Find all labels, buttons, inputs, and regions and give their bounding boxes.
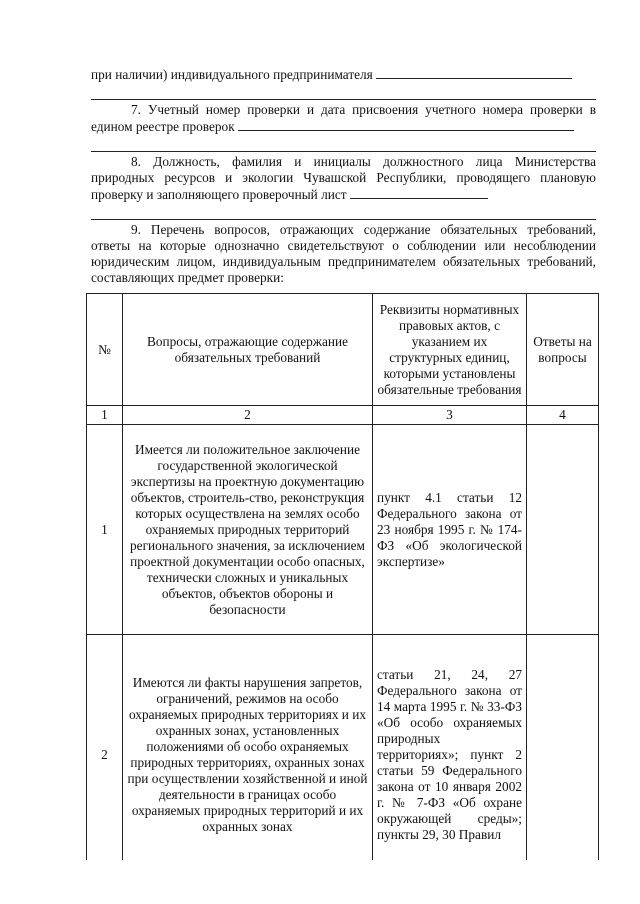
page-bottom-margin <box>0 860 640 904</box>
item-9-text: 9. Перечень вопросов, отражающих содержание обязательных требований, ответы на которые однозначно свидетельствуют о соблюдении или несоблюдении юридическим лицом, индивидуальным предпринимателем обязательных требований, составляющих предмет проверки: <box>91 222 596 285</box>
entrepreneur-label: при наличии) индивидуального предпринимателя <box>91 67 373 82</box>
item-7-text: 7. Учетный номер проверки и дата присвоения учетного номера проверки в едином реестре проверок <box>91 102 596 134</box>
blank-rule <box>91 151 596 152</box>
column-number: 2 <box>123 406 373 425</box>
header-number: № <box>87 294 123 406</box>
blank-rule <box>91 99 596 100</box>
entrepreneur-fill-line[interactable] <box>376 66 572 79</box>
row-requisites: пункт 4.1 статьи 12 Федерального закона от 23 ноября 1995 г. № 174-ФЗ «Об экологической экспертизе» <box>373 425 527 635</box>
table-row <box>87 635 599 875</box>
item-9 <box>91 222 596 286</box>
item-7-fill-line[interactable] <box>238 118 574 131</box>
requirements-table <box>86 293 599 875</box>
item-8 <box>91 154 596 203</box>
row-question: Имеются ли факты нарушения запретов, ограничений, режимов на особо охраняемых природных территориях и их охранных зонах, установленных положениями об особо охраняемых природных территориях, охранных зонах при осуществлении хозяйственной и иной деятельности в границах особо охраняемых природных территорий и их охранных зонах <box>123 635 373 875</box>
row-requisites: статьи 21, 24, 27 Федерального закона от 14 марта 1995 г. № 33-ФЗ «Об особо охраняемых природных территориях»; пункт 2 статьи 59 Федерального закона от 10 января 2002 г. № 7-ФЗ «Об охране окружающей среды»; пункты 29, 30 Правил <box>373 635 527 875</box>
row-question: Имеется ли положительное заключение государственной экологической экспертизы на проектную документацию объектов, строитель-ство, реконструкция которых осуществлена на землях особо охраняемых природных территорий регионального значения, за исключением проектной документации особо опасных, технически сложных и уникальных объектов, объектов обороны и безопасности <box>123 425 373 635</box>
line-entrepreneur <box>91 66 596 83</box>
row-number: 2 <box>87 635 123 875</box>
form-text-block <box>91 66 596 286</box>
item-7 <box>91 102 596 135</box>
item-8-text: 8. Должность, фамилия и инициалы должностного лица Министерства природных ресурсов и экологии Чувашской Республики, проводящего плановую проверку и заполняющего проверочный лист <box>91 154 596 202</box>
column-number-row <box>87 406 599 425</box>
table-header-row <box>87 294 599 406</box>
header-questions: Вопросы, отражающие содержание обязательных требований <box>123 294 373 406</box>
item-8-fill-line[interactable] <box>350 186 488 199</box>
column-number: 3 <box>373 406 527 425</box>
blank-rule <box>91 219 596 220</box>
row-answer-cell[interactable] <box>527 425 599 635</box>
row-number: 1 <box>87 425 123 635</box>
row-answer-cell[interactable] <box>527 635 599 875</box>
column-number: 1 <box>87 406 123 425</box>
header-requisites: Реквизиты нормативных правовых актов, с указанием их структурных единиц, которыми установлены обязательные требования <box>373 294 527 406</box>
header-answers: Ответы на вопросы <box>527 294 599 406</box>
column-number: 4 <box>527 406 599 425</box>
table-row <box>87 425 599 635</box>
